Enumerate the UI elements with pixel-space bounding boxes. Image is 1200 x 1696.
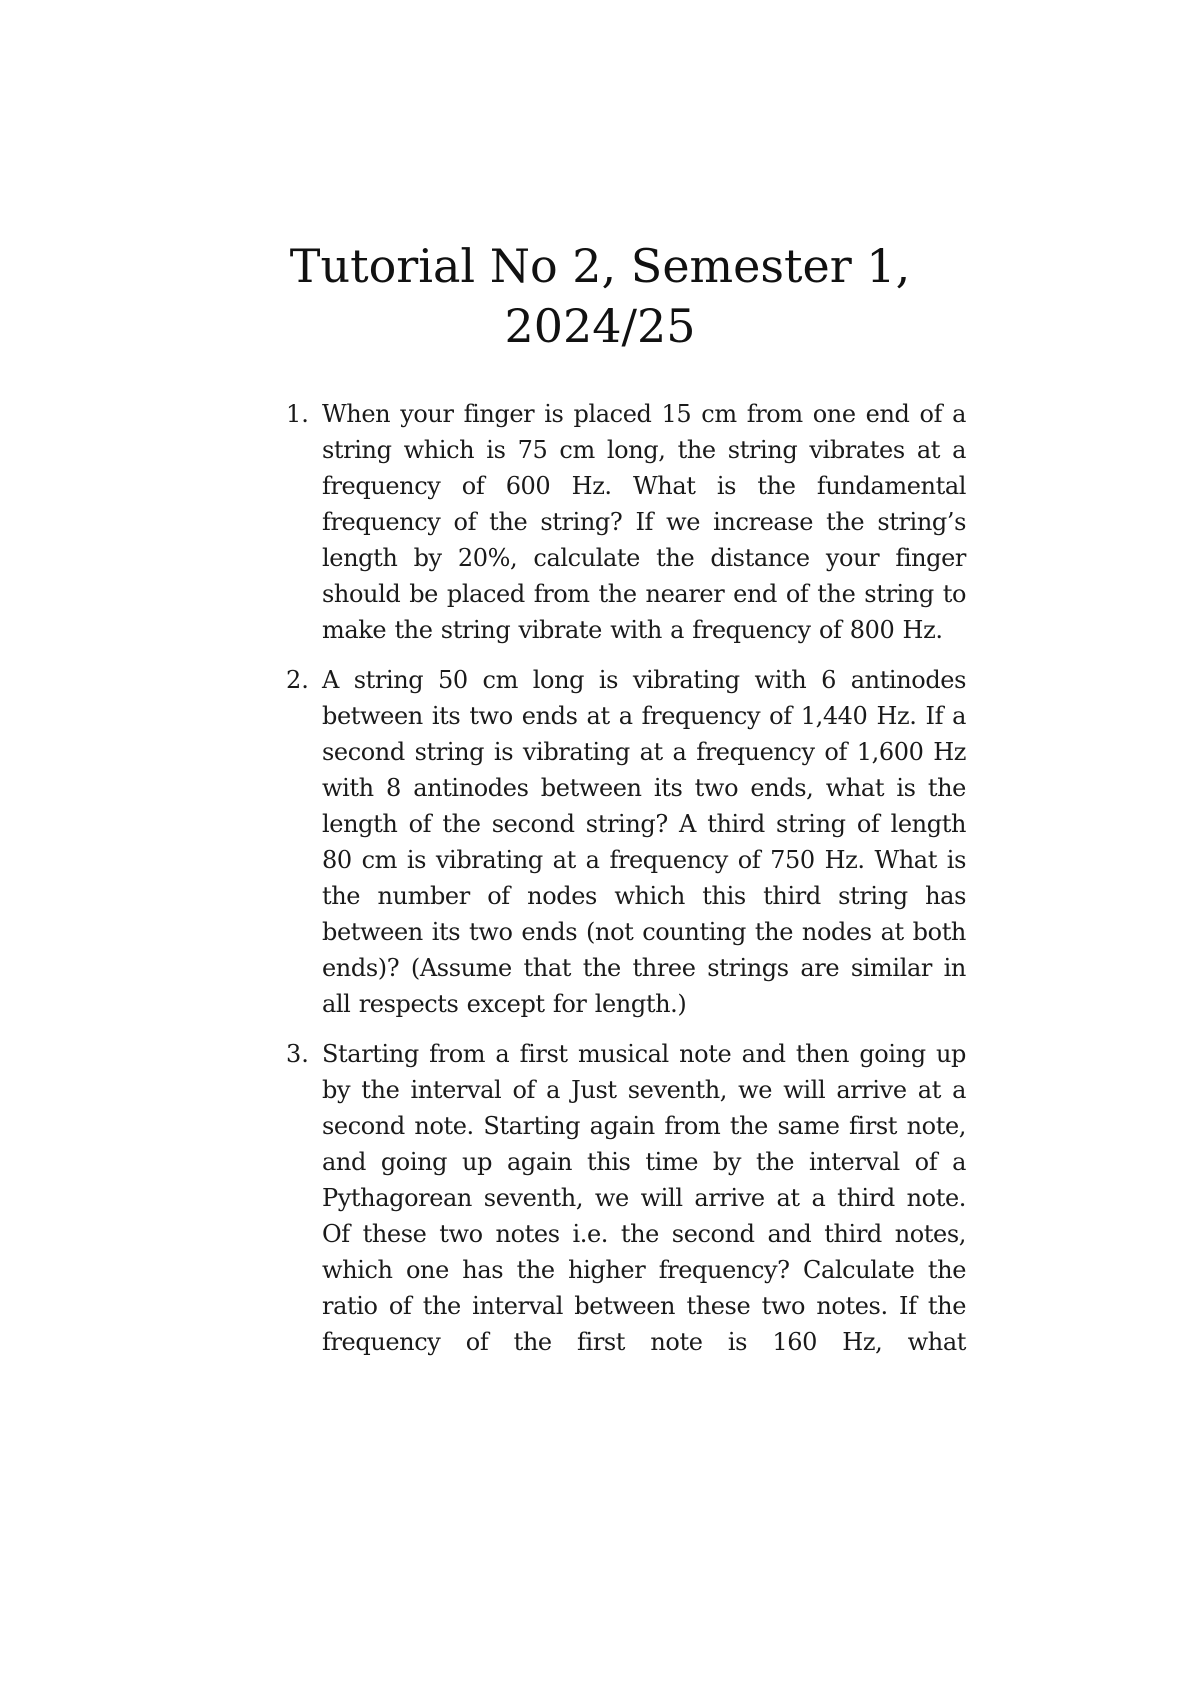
question-number: 3.	[286, 1040, 309, 1068]
question-text: When your finger is placed 15 cm from one end of a string which is 75 cm long, the string vibrates at a frequency of 600 Hz. What is the fundamental frequency of the string? If we increase the string’s length by 20%, calculate the distance your finger should be placed from the nearer end of the string to make the string vibrate with a frequency of 800 Hz.	[322, 400, 966, 644]
question-list	[286, 396, 966, 1374]
question-item-3	[286, 1036, 966, 1360]
question-item-1	[286, 396, 966, 648]
question-item-2	[286, 662, 966, 1022]
title-line-2: 2024/25	[504, 299, 696, 353]
question-text: A string 50 cm long is vibrating with 6 antinodes between its two ends at a frequency of 1,440 Hz. If a second string is vibrating at a frequency of 1,600 Hz with 8 antinodes between its two ends, what is the length of the second string? A third string of length 80 cm is vibrating at a frequency of 750 Hz. What is the number of nodes which this third string has between its two ends (not counting the nodes at both ends)? (Assume that the three strings are similar in all respects except for length.)	[322, 666, 966, 1018]
title-line-1: Tutorial No 2, Semester 1,	[289, 239, 911, 293]
page-title	[250, 236, 950, 356]
question-number: 1.	[286, 400, 309, 428]
question-number: 2.	[286, 666, 309, 694]
question-text: Starting from a first musical note and then going up by the interval of a Just seventh, we will arrive at a second note. Starting again from the same first note, and going up again this time by the interval of a Pythagorean seventh, we will arrive at a third note. Of these two notes i.e. the second and third notes, which one has the higher frequency? Calculate the ratio of the interval between these two notes. If the frequency of the first note is 160 Hz, what	[322, 1040, 966, 1356]
